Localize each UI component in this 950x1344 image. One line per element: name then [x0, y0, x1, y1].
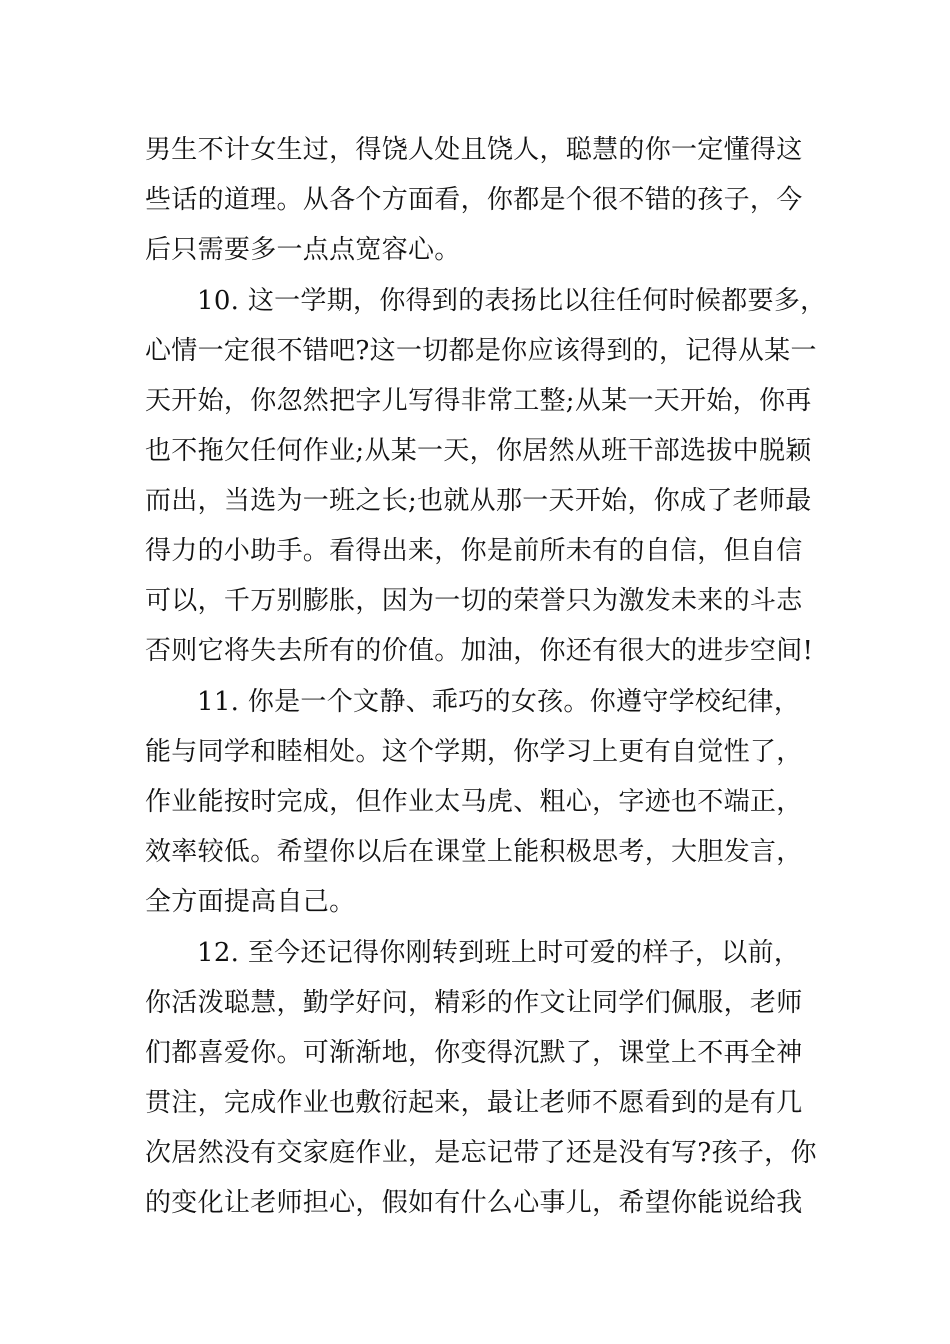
text-line: 贯注，完成作业也敷衍起来，最让老师不愿看到的是有几 — [145, 1088, 803, 1118]
text-line: 效率较低。希望你以后在课堂上能积极思考，大胆发言， — [145, 837, 803, 867]
text-line: 能与同学和睦相处。这个学期，你学习上更有自觉性了， — [145, 737, 803, 767]
text-line: 男生不计女生过，得饶人处且饶人，聪慧的你一定懂得这 — [145, 135, 803, 165]
paragraph-10-first-line: 10. 这一学期，你得到的表扬比以往任何时候都要多， — [197, 286, 827, 316]
text-line: 些话的道理。从各个方面看，你都是个很不错的孩子，今 — [145, 185, 803, 215]
text-line: 心情一定很不错吧?这一切都是你应该得到的，记得从某一 — [145, 336, 817, 366]
text-line: 你活泼聪慧，勤学好问，精彩的作文让同学们佩服，老师 — [145, 988, 803, 1018]
text-line: 全方面提高自己。 — [145, 887, 356, 917]
paragraph-12-first-line: 12. 至今还记得你刚转到班上时可爱的样子，以前， — [197, 938, 801, 968]
text-line: 否则它将失去所有的价值。加油，你还有很大的进步空间! — [145, 636, 814, 666]
text-line: 的变化让老师担心，假如有什么心事儿，希望你能说给我 — [145, 1188, 803, 1218]
text-line: 作业能按时完成，但作业太马虎、粗心，字迹也不端正， — [145, 787, 803, 817]
text-line: 们都喜爱你。可渐渐地，你变得沉默了，课堂上不再全神 — [145, 1038, 803, 1068]
text-line: 也不拖欠任何作业;从某一天，你居然从班干部选拔中脱颖 — [145, 436, 812, 466]
text-line: 而出，当选为一班之长;也就从那一天开始，你成了老师最 — [145, 486, 812, 516]
text-line: 后只需要多一点点宽容心。 — [145, 235, 461, 265]
text-line: 天开始，你忽然把字儿写得非常工整;从某一天开始，你再 — [145, 386, 812, 416]
text-line: 次居然没有交家庭作业，是忘记带了还是没有写?孩子，你 — [145, 1138, 817, 1168]
text-line: 得力的小助手。看得出来，你是前所未有的自信，但自信 — [145, 536, 803, 566]
paragraph-11-first-line: 11. 你是一个文静、乖巧的女孩。你遵守学校纪律， — [197, 687, 801, 717]
text-line: 可以，千万别膨胀，因为一切的荣誉只为激发未来的斗志 — [145, 586, 803, 616]
